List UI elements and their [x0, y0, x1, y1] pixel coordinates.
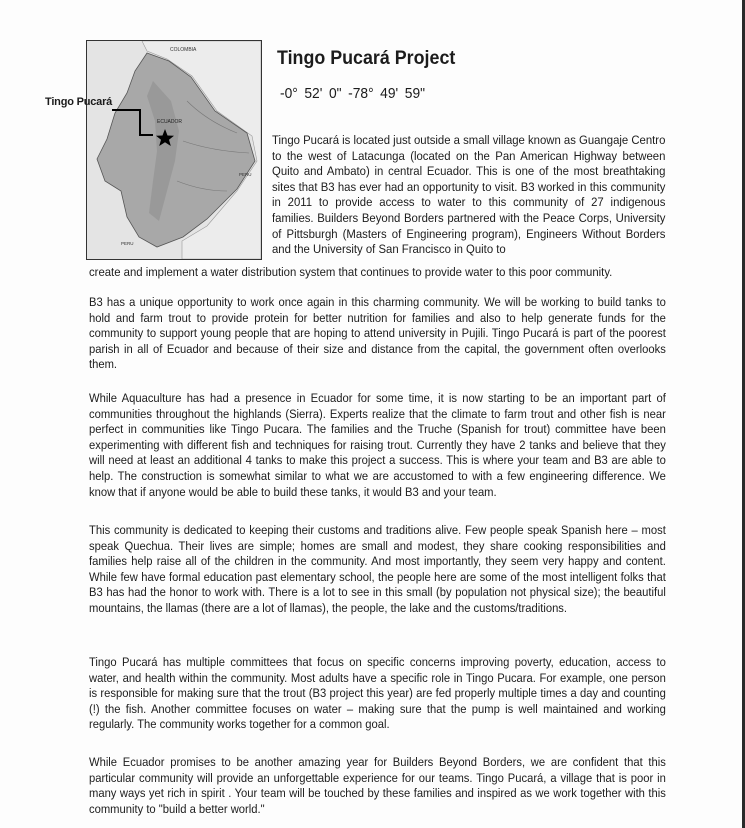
pointer-line: [141, 134, 153, 136]
map-label-ecuador: ECUADOR: [157, 119, 183, 125]
ecuador-map: [86, 40, 262, 260]
paragraph-opportunity: B3 has a unique opportunity to work once again in this charming community. We will be working to build tanks to hold and farm trout to provide protein for better nutrition for families and also to help generate funds for the community to support young people that are hoping to attend university in Pujili. Tingo Pucará is part of the poorest parish in all of Ecuador and because of their size and distance from the capital, the government often overlooks them.: [89, 295, 666, 372]
map-label-peru-east: PERU: [239, 172, 252, 177]
page-title: Tingo Pucará Project: [277, 48, 456, 69]
intro-paragraph-continued: create and implement a water distribution system that continues to provide water to this poor community.: [89, 265, 613, 279]
coordinates: -0° 52' 0" -78° 49' 59": [280, 85, 426, 102]
paragraph-community: This community is dedicated to keeping their customs and traditions alive. Few people speak Spanish here – most speak Quechua. Their lives are simple; homes are small and modest, they share cooking responsibilities and families help raise all of the children in the community. And most importantly, they seem very happy and content. While few have formal education past elementary school, the people here are some of the most intelligent folks that B3 has had the honor to work with. There is a lot to see in this small (by population not physical size); the beautiful mountains, the llamas (there are a lot of llamas), the people, the lake and the customs/traditions.: [89, 523, 666, 615]
pointer-line: [139, 109, 141, 136]
pointer-line: [112, 109, 141, 111]
paragraph-aquaculture: While Aquaculture has had a presence in Ecuador for some time, it is now starting to be an important part of communities throughout the highlands (Sierra). Experts realize that the climate to farm trout and other fish is near perfect in communities like Tingo Pucara. The families and the Truche (Spanish for trout) committee have been experimenting with different fish and techniques for raising trout. Currently they have 2 tanks and believe that they will need at least an additional 4 tanks to make this project a success. This is where your team and B3 are able to help. The construction is somewhat similar to what we are accustomed to with a few engineering difference. We know that if anyone would be able to build these tanks, it would B3 and your team.: [89, 391, 666, 499]
map-label-colombia: COLOMBIA: [170, 47, 197, 53]
map-location-label: Tingo Pucará: [45, 96, 113, 108]
intro-paragraph: Tingo Pucará is located just outside a small village known as Guangaje Centro to the west of Latacunga (located on the Pan American Highway between Quito and Ambato) in central Ecuador. This is one of the most breathtaking sites that B3 has ever had an opportunity to visit. B3 worked in this community in 2011 to provide access to water to this community of 27 indigenous families. Builders Beyond Borders partnered with the Peace Corps, University of Pittsburgh (Masters of Engineering program), Engineers Without Borders and the University of San Francisco in Quito to: [272, 133, 666, 257]
paragraph-committees: Tingo Pucará has multiple committees that focus on specific concerns improving poverty, education, access to water, and health within the community. Most adults have a specific role in Tingo Pucara. For example, one person is responsible for making sure that the trout (B3 project this year) are fed properly multiple times a day and counting (!) the fish. Another committee focuses on water – making sure that the pump is well maintained and working regularly. The community works together for a common goal.: [89, 655, 666, 732]
map-label-peru-south: PERU: [121, 241, 134, 246]
ecuador-map-graphic: [87, 41, 261, 259]
paragraph-closing: While Ecuador promises to be another amazing year for Builders Beyond Borders, we are confident that this particular community will provide an unforgettable experience for our teams. Tingo Pucará, a village that is poor in many ways yet rich in spirit . Your team will be touched by these families and inspired as we work together with this community to "build a better world.": [89, 755, 666, 816]
